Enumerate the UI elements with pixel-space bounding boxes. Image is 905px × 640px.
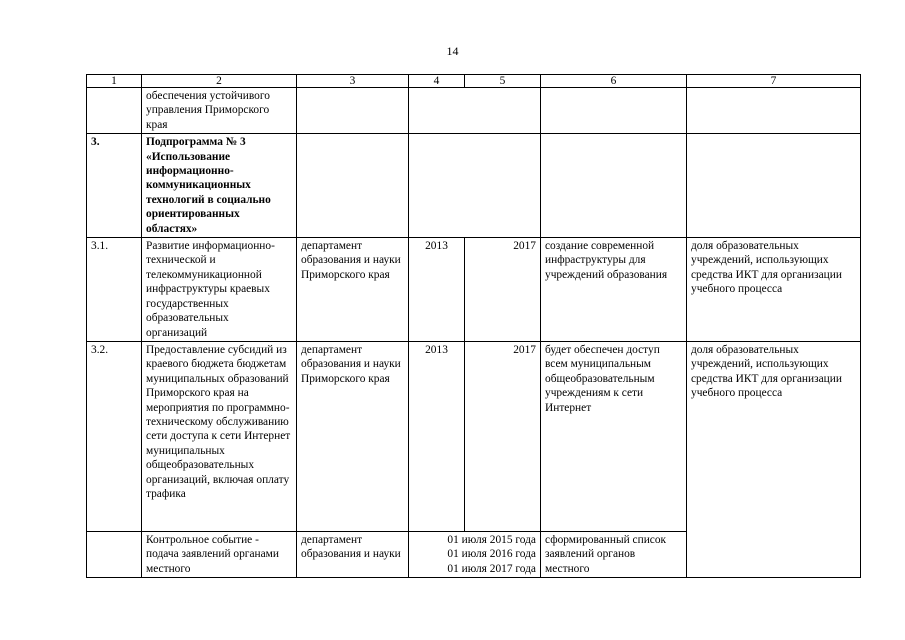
control-date-2015: 01 июля 2015 года [447, 533, 536, 546]
result-cell: будет обеспечен доступ всем муниципальным общеобразовательным учреждениям к сети Интернет [541, 341, 687, 531]
column-number-row [87, 75, 861, 88]
indicator-cell: доля образовательных учреждений, использующих средства ИКТ для организации учебного процесса [687, 341, 861, 577]
result-cell [541, 531, 687, 577]
result-cell [541, 88, 687, 134]
activity-cell: Предоставление субсидий из краевого бюджета бюджетам муниципальных образований Приморского края на мероприятия по программно-техническому обслуживанию сети доступа к сети Интернет муниципальных общеобразовательных организаций, включая оплату трафика [142, 341, 297, 531]
indicator-cell [687, 134, 861, 238]
executor-cell: департамент образования и науки Приморского края [297, 238, 409, 342]
row-number [87, 88, 142, 134]
executor-cell [297, 88, 409, 134]
control-date-2017: 01 июля 2017 года [447, 562, 536, 575]
activity-text: Контрольное событие - подача заявлений органами местного [146, 533, 279, 575]
result-text: сформированный список заявлений органов местного [545, 533, 667, 575]
control-dates [413, 533, 536, 576]
activity-cell: обеспечения устойчивого управления Приморского края [142, 88, 297, 134]
end-year-cell: 2017 [465, 238, 541, 342]
col-header-4: 4 [409, 75, 465, 88]
result-cell: создание современной инфраструктуры для учреждений образования [541, 238, 687, 342]
executor-cell [297, 531, 409, 577]
subprogram-title: Подпрограмма № 3 «Использование информационно-коммуникационных технологий в социально ориентированных областях» [142, 134, 297, 238]
activity-cell: Развитие информационно-технической и телекоммуникационной инфраструктуры краевых государственных образовательных организаций [142, 238, 297, 342]
row-number: 3.2. [87, 341, 142, 531]
program-activities-table [86, 74, 861, 578]
row-number [87, 531, 142, 577]
period-cell [409, 134, 541, 238]
table-row-subprogram-3 [87, 134, 861, 238]
col-header-2: 2 [142, 75, 297, 88]
row-number: 3. [87, 134, 142, 238]
period-cell [409, 88, 541, 134]
row-number: 3.1. [87, 238, 142, 342]
indicator-cell [687, 88, 861, 134]
activity-cell [142, 531, 297, 577]
col-header-7: 7 [687, 75, 861, 88]
col-header-6: 6 [541, 75, 687, 88]
table-row-continuation [87, 88, 861, 134]
table-row-3-2 [87, 341, 861, 531]
control-dates-cell [409, 531, 541, 577]
col-header-1: 1 [87, 75, 142, 88]
table-row-3-1 [87, 238, 861, 342]
result-cell [541, 134, 687, 238]
start-year-cell: 2013 [409, 341, 465, 531]
col-header-5: 5 [465, 75, 541, 88]
start-year-cell: 2013 [409, 238, 465, 342]
executor-cell: департамент образования и науки Приморского края [297, 341, 409, 531]
control-date-2016: 01 июля 2016 года [447, 548, 536, 561]
end-year-cell: 2017 [465, 341, 541, 531]
executor-text: департамент образования и науки [301, 533, 401, 561]
page-number: 14 [446, 44, 459, 58]
col-header-3: 3 [297, 75, 409, 88]
executor-cell [297, 134, 409, 238]
indicator-cell: доля образовательных учреждений, использующих средства ИКТ для организации учебного процесса [687, 238, 861, 342]
